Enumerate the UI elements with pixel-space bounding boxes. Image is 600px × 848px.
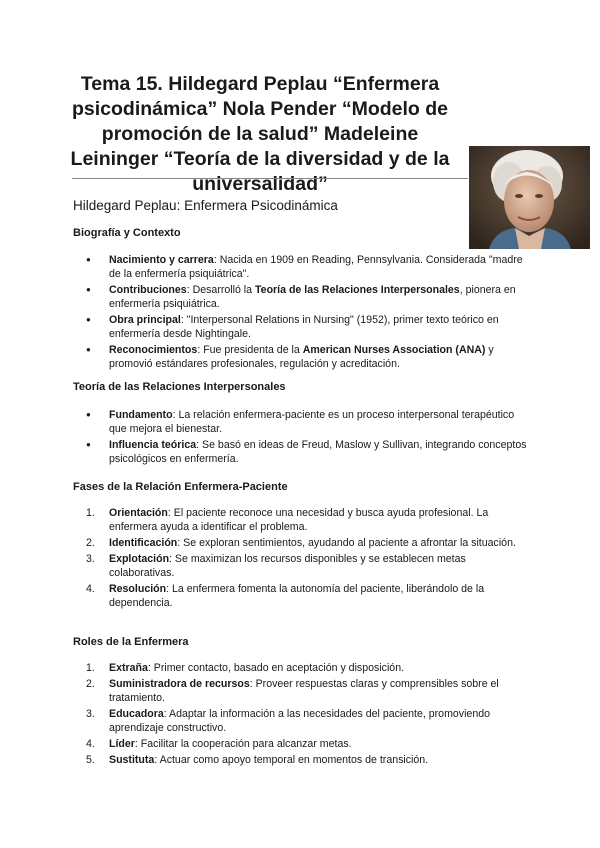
item-text: : Nacida en 1909 en Reading, Pennsylvania. Considerada "madre de la enfermería psiquiátrica".: [109, 254, 523, 280]
item-text: : Se basó en ideas de Freud, Maslow y Sullivan, integrando conceptos psicológicos en enfermería.: [109, 439, 527, 465]
item-text: : Se maximizan los recursos disponibles y se establecen metas colaborativas.: [109, 553, 466, 579]
item-term: Reconocimientos: [109, 344, 198, 356]
item-term: Identificación: [109, 537, 178, 549]
section-subtitle: Hildegard Peplau: Enfermera Psicodinámica: [73, 198, 338, 213]
item-text: : Se exploran sentimientos, ayudando al paciente a afrontar la situación.: [177, 537, 516, 549]
item-bold: American Nurses Association (ANA): [302, 344, 486, 356]
roles-list: [73, 661, 528, 769]
list-item: [73, 677, 528, 705]
item-term: Suministradora de recursos: [109, 678, 250, 690]
list-item: [73, 707, 528, 735]
list-item: [73, 661, 528, 675]
item-number: 1.: [86, 507, 95, 519]
item-text: : La relación enfermera-paciente es un proceso interpersonal terapéutico que mejora el bienestar.: [109, 409, 515, 435]
list-item: [73, 283, 528, 311]
item-number: 3.: [86, 708, 95, 720]
list-item: [73, 506, 528, 534]
item-text: : El paciente reconoce una necesidad y busca ayuda profesional. La enfermera ayuda a identificar el problema.: [109, 507, 489, 533]
item-term: Influencia teórica: [109, 439, 197, 451]
list-item: [73, 408, 528, 436]
item-term: Líder: [109, 738, 135, 750]
item-text: : La enfermera fomenta la autonomía del paciente, liberándolo de la dependencia.: [109, 583, 485, 609]
item-number: 2.: [86, 537, 95, 549]
item-term: Nacimiento y carrera: [109, 254, 214, 266]
list-item: [73, 753, 528, 767]
heading-fases: Fases de la Relación Enfermera-Paciente: [73, 481, 288, 493]
heading-roles: Roles de la Enfermera: [73, 636, 189, 648]
item-text: : Facilitar la cooperación para alcanzar metas.: [134, 738, 352, 750]
list-item: [73, 343, 528, 371]
theory-list: [73, 408, 528, 468]
item-term: Explotación: [109, 553, 170, 565]
item-bold: Teoría de las Relaciones Interpersonales: [255, 284, 460, 296]
item-text: : "Interpersonal Relations in Nursing" (1952), primer texto teórico en enfermería desde Nightingale.: [109, 314, 499, 340]
item-term: Extraña: [109, 662, 148, 674]
bio-list: [73, 253, 528, 373]
item-number: 4.: [86, 738, 95, 750]
item-text: y promovió estándares profesionales, regulación y acreditación.: [109, 344, 494, 370]
portrait-photo: [469, 146, 590, 249]
item-term: Contribuciones: [109, 284, 187, 296]
item-number: 4.: [86, 583, 95, 595]
list-item: [73, 313, 528, 341]
list-item: [73, 438, 528, 466]
item-text: : Fue presidenta de la: [197, 344, 303, 356]
item-text: : Actuar como apoyo temporal en momentos de transición.: [154, 754, 429, 766]
item-text: : Primer contacto, basado en aceptación y disposición.: [147, 662, 405, 674]
item-term: Orientación: [109, 507, 168, 519]
heading-biografia: Biografía y Contexto: [73, 227, 181, 239]
item-text: : Proveer respuestas claras y comprensibles sobre el tratamiento.: [109, 678, 499, 704]
item-number: 1.: [86, 662, 95, 674]
title-divider: [72, 178, 468, 179]
list-item: [73, 253, 528, 281]
item-term: Sustituta: [109, 754, 155, 766]
list-item: [73, 536, 528, 550]
item-number: 2.: [86, 678, 95, 690]
portrait-illustration: [469, 146, 590, 249]
list-item: [73, 582, 528, 610]
document-title: Tema 15. Hildegard Peplau “Enfermera psicodinámica” Nola Pender “Modelo de promoción de la salud” Madeleine Leininger “Teoría de la diversidad y de la universalidad”: [70, 73, 450, 195]
list-item: [73, 737, 528, 751]
item-term: Resolución: [109, 583, 167, 595]
item-text: , pionera en enfermería psiquiátrica.: [109, 284, 516, 310]
phases-list: [73, 506, 528, 612]
item-term: Educadora: [109, 708, 164, 720]
list-item: [73, 552, 528, 580]
item-number: 5.: [86, 754, 95, 766]
heading-teoria: Teoría de las Relaciones Interpersonales: [73, 381, 286, 393]
item-term: Fundamento: [109, 409, 173, 421]
item-text: : Desarrolló la: [186, 284, 255, 296]
item-term: Obra principal: [109, 314, 181, 326]
item-number: 3.: [86, 553, 95, 565]
item-text: : Adaptar la información a las necesidades del paciente, promoviendo aprendizaje constructivo.: [109, 708, 491, 734]
